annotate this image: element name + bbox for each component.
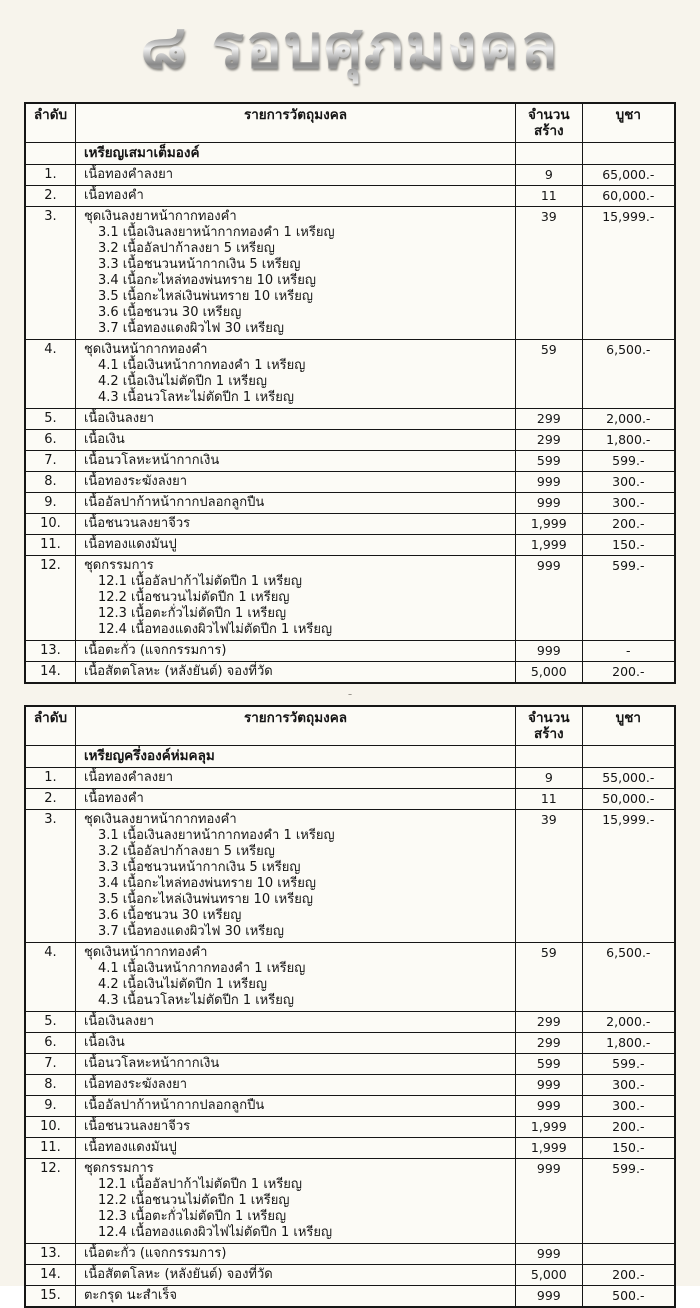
table-row: [25, 186, 675, 207]
item-cell: [75, 1159, 515, 1244]
table-row: [25, 514, 675, 535]
section-row: [25, 143, 675, 165]
price-column-header: บูชา: [582, 103, 675, 143]
section-price-cell: [582, 746, 675, 768]
row-number: 7.: [25, 1054, 75, 1075]
quantity-value: 5,000: [516, 662, 583, 684]
table-row: [25, 1138, 675, 1159]
item-name: เนื้อตะกั่ว (แจกกรรมการ): [83, 1246, 227, 1261]
quantity-value: 999: [516, 493, 583, 514]
item-name: ชุดกรรมการ: [83, 558, 154, 573]
quantity-value: 9: [516, 768, 583, 789]
item-cell: [75, 340, 515, 409]
item-sub-line: 3.2 เนื้ออัลปาก้าลงยา 5 เหรียญ: [97, 844, 275, 859]
item-sub-line: 3.7 เนื้อทองแดงผิวไฟ 30 เหรียญ: [97, 321, 284, 336]
section-title: [75, 143, 515, 165]
item-name: ชุดเงินหน้ากากทองคำ: [83, 342, 208, 357]
item-cell: [75, 556, 515, 641]
section-no-cell: [25, 746, 75, 768]
price-value: 65,000.-: [582, 165, 675, 186]
item-cell: [75, 1054, 515, 1075]
row-number: 3.: [25, 207, 75, 340]
table-row: [25, 430, 675, 451]
item-name: เนื้อนวโลหะหน้ากากเงิน: [83, 453, 220, 468]
item-name: ชุดเงินหน้ากากทองคำ: [83, 945, 208, 960]
quantity-value: 999: [516, 556, 583, 641]
quantity-value: 299: [516, 409, 583, 430]
row-number: 15.: [25, 1286, 75, 1308]
row-number: 4.: [25, 340, 75, 409]
row-number: 10.: [25, 1117, 75, 1138]
item-sub-line: 12.2 เนื้อชนวนไม่ตัดปีก 1 เหรียญ: [97, 1193, 290, 1208]
table-row: [25, 207, 675, 340]
quantity-value: 59: [516, 340, 583, 409]
price-value: 599.-: [582, 1159, 675, 1244]
price-value: 15,999.-: [582, 207, 675, 340]
table-row: [25, 340, 675, 409]
quantity-value: 11: [516, 186, 583, 207]
row-number: 11.: [25, 535, 75, 556]
quantity-value: 39: [516, 207, 583, 340]
item-cell: [75, 1075, 515, 1096]
item-sub-line: 12.1 เนื้ออัลปาก้าไม่ตัดปีก 1 เหรียญ: [97, 574, 303, 589]
table-row: [25, 789, 675, 810]
order-column-header: ลำดับ: [25, 706, 75, 746]
item-name: เนื้อชนวนลงยาจีวร: [83, 1119, 191, 1134]
item-name: เนื้อสัตตโลหะ (หลังยันต์) จองที่วัด: [83, 1267, 273, 1282]
item-sub-line: 4.2 เนื้อเงินไม่ตัดปีก 1 เหรียญ: [97, 977, 267, 992]
table-row: [25, 1117, 675, 1138]
items-column-header: รายการวัตถุมงคล: [75, 103, 515, 143]
item-cell: [75, 662, 515, 684]
item-sub-line: 4.3 เนื้อนวโลหะไม่ตัดปีก 1 เหรียญ: [97, 390, 294, 405]
row-number: 11.: [25, 1138, 75, 1159]
table-row: [25, 1265, 675, 1286]
items-table: [24, 705, 676, 1308]
item-sub-line: 12.4 เนื้อทองแดงผิวไฟไม่ตัดปีก 1 เหรียญ: [97, 622, 333, 637]
quantity-value: 1,999: [516, 514, 583, 535]
table-row: [25, 1159, 675, 1244]
quantity-value: 1,999: [516, 535, 583, 556]
row-number: 14.: [25, 662, 75, 684]
table-row: [25, 451, 675, 472]
item-name: เนื้อทองแดงมันปู: [83, 1140, 177, 1155]
table-row: [25, 1286, 675, 1308]
price-value: 55,000.-: [582, 768, 675, 789]
table-row: [25, 493, 675, 514]
item-name: เนื้อนวโลหะหน้ากากเงิน: [83, 1056, 220, 1071]
price-value: 150.-: [582, 535, 675, 556]
quantity-value: 999: [516, 641, 583, 662]
section-name-label: เหรียญครึ่งองค์ห่มคลุม: [83, 748, 215, 764]
quantity-value: 1,999: [516, 1138, 583, 1159]
item-cell: [75, 1096, 515, 1117]
item-name: เนื้อเงิน: [83, 432, 125, 447]
table-row: [25, 165, 675, 186]
order-column-header: ลำดับ: [25, 103, 75, 143]
item-sub-line: 3.1 เนื้อเงินลงยาหน้ากากทองคำ 1 เหรียญ: [97, 225, 335, 240]
price-value: 1,800.-: [582, 430, 675, 451]
section-price-cell: [582, 143, 675, 165]
quantity-value: 599: [516, 1054, 583, 1075]
price-value: 200.-: [582, 1265, 675, 1286]
item-sub-line: 3.4 เนื้อกะไหล่ทองพ่นทราย 10 เหรียญ: [97, 273, 316, 288]
item-name: เนื้ออัลปาก้าหน้ากากปลอกลูกปืน: [83, 1098, 265, 1113]
row-number: 8.: [25, 472, 75, 493]
item-name: ชุดกรรมการ: [83, 1161, 154, 1176]
price-value: 200.-: [582, 514, 675, 535]
item-cell: [75, 641, 515, 662]
table-row: [25, 810, 675, 943]
item-name: ชุดเงินลงยาหน้ากากทองคำ: [83, 209, 237, 224]
item-name: เนื้อชนวนลงยาจีวร: [83, 516, 191, 531]
table-row: [25, 1012, 675, 1033]
table-row: [25, 1033, 675, 1054]
quantity-value: 11: [516, 789, 583, 810]
row-number: 10.: [25, 514, 75, 535]
item-name: เนื้อเงินลงยา: [83, 411, 154, 426]
row-number: 9.: [25, 493, 75, 514]
quantity-value: 999: [516, 1096, 583, 1117]
section-row: [25, 746, 675, 768]
item-name: ชุดเงินลงยาหน้ากากทองคำ: [83, 812, 237, 827]
item-sub-line: 3.5 เนื้อกะไหล่เงินพ่นทราย 10 เหรียญ: [97, 289, 313, 304]
table-row: [25, 1075, 675, 1096]
item-name: เนื้อทองระฆังลงยา: [83, 474, 188, 489]
price-value: 15,999.-: [582, 810, 675, 943]
quantity-value: 5,000: [516, 1265, 583, 1286]
item-sub-line: 4.1 เนื้อเงินหน้ากากทองคำ 1 เหรียญ: [97, 961, 306, 976]
item-cell: [75, 514, 515, 535]
quantity-value: 59: [516, 943, 583, 1012]
item-name: เนื้อสัตตโลหะ (หลังยันต์) จองที่วัด: [83, 664, 273, 679]
row-number: 12.: [25, 556, 75, 641]
price-value: 50,000.-: [582, 789, 675, 810]
item-sub-line: 3.1 เนื้อเงินลงยาหน้ากากทองคำ 1 เหรียญ: [97, 828, 335, 843]
row-number: 13.: [25, 1244, 75, 1265]
price-value: -: [582, 641, 675, 662]
page-title: ๘ รอบศุภมงคล: [0, 8, 700, 86]
item-name: เนื้อทองคำ: [83, 791, 144, 806]
row-number: 9.: [25, 1096, 75, 1117]
item-sub-line: 3.3 เนื้อชนวนหน้ากากเงิน 5 เหรียญ: [97, 257, 301, 272]
item-name: เนื้ออัลปาก้าหน้ากากปลอกลูกปืน: [83, 495, 265, 510]
item-sub-line: 4.3 เนื้อนวโลหะไม่ตัดปีก 1 เหรียญ: [97, 993, 294, 1008]
quantity-value: 1,999: [516, 1117, 583, 1138]
price-value: 500.-: [582, 1286, 675, 1308]
section-name-label: เหรียญเสมาเต็มองค์: [83, 145, 200, 161]
price-value: 1,800.-: [582, 1033, 675, 1054]
price-value: 2,000.-: [582, 1012, 675, 1033]
price-value: 6,500.-: [582, 340, 675, 409]
quantity-value: 999: [516, 1075, 583, 1096]
table-row: [25, 535, 675, 556]
item-sub-line: 3.4 เนื้อกะไหล่ทองพ่นทราย 10 เหรียญ: [97, 876, 316, 891]
item-cell: [75, 535, 515, 556]
row-number: 5.: [25, 409, 75, 430]
table-row: [25, 556, 675, 641]
quantity-value: 39: [516, 810, 583, 943]
item-cell: [75, 430, 515, 451]
table-row: [25, 943, 675, 1012]
table-row: [25, 1244, 675, 1265]
table-row: [25, 409, 675, 430]
item-sub-line: 4.2 เนื้อเงินไม่ตัดปีก 1 เหรียญ: [97, 374, 267, 389]
item-cell: [75, 1138, 515, 1159]
item-name: เนื้อทองแดงมันปู: [83, 537, 177, 552]
item-name: เนื้อเงินลงยา: [83, 1014, 154, 1029]
item-sub-line: 3.2 เนื้ออัลปาก้าลงยา 5 เหรียญ: [97, 241, 275, 256]
item-sub-line: 4.1 เนื้อเงินหน้ากากทองคำ 1 เหรียญ: [97, 358, 306, 373]
section-no-cell: [25, 143, 75, 165]
table-row: [25, 641, 675, 662]
price-value: 300.-: [582, 493, 675, 514]
price-column-header: บูชา: [582, 706, 675, 746]
items-table: [24, 102, 676, 684]
row-number: 6.: [25, 430, 75, 451]
price-value: 150.-: [582, 1138, 675, 1159]
amulet-table-full-body: [24, 102, 676, 684]
item-sub-line: 12.3 เนื้อตะกั่วไม่ตัดปีก 1 เหรียญ: [97, 606, 287, 621]
amulet-table-half-body: [24, 705, 676, 1308]
item-name: เนื้อเงิน: [83, 1035, 125, 1050]
row-number: 4.: [25, 943, 75, 1012]
item-sub-line: 12.1 เนื้ออัลปาก้าไม่ตัดปีก 1 เหรียญ: [97, 1177, 303, 1192]
item-cell: [75, 1286, 515, 1308]
item-sub-line: 3.6 เนื้อชนวน 30 เหรียญ: [97, 305, 242, 320]
table-row: [25, 1054, 675, 1075]
item-name: เนื้อทองคำ: [83, 188, 144, 203]
item-sub-line: 3.7 เนื้อทองแดงผิวไฟ 30 เหรียญ: [97, 924, 284, 939]
item-sub-line: 12.4 เนื้อทองแดงผิวไฟไม่ตัดปีก 1 เหรียญ: [97, 1225, 333, 1240]
quantity-value: 999: [516, 1286, 583, 1308]
item-cell: [75, 207, 515, 340]
item-name: เนื้อทองคำลงยา: [83, 167, 174, 182]
item-cell: [75, 1244, 515, 1265]
price-value: 2,000.-: [582, 409, 675, 430]
row-number: 12.: [25, 1159, 75, 1244]
item-cell: [75, 1117, 515, 1138]
quantity-column-header: จำนวนสร้าง: [516, 706, 583, 746]
quantity-value: 999: [516, 1159, 583, 1244]
price-value: 6,500.-: [582, 943, 675, 1012]
item-cell: [75, 165, 515, 186]
price-value: 200.-: [582, 1117, 675, 1138]
price-value: 300.-: [582, 1096, 675, 1117]
row-number: 1.: [25, 165, 75, 186]
item-cell: [75, 472, 515, 493]
section-qty-cell: [516, 746, 583, 768]
row-number: 7.: [25, 451, 75, 472]
quantity-value: 599: [516, 451, 583, 472]
header-row: [25, 706, 675, 746]
row-number: 13.: [25, 641, 75, 662]
row-number: 6.: [25, 1033, 75, 1054]
item-name: ตะกรุด นะสำเร็จ: [83, 1288, 177, 1303]
quantity-value: 999: [516, 472, 583, 493]
quantity-value: 999: [516, 1244, 583, 1265]
item-name: เนื้อทองคำลงยา: [83, 770, 174, 785]
price-value: 599.-: [582, 556, 675, 641]
item-sub-line: 12.2 เนื้อชนวนไม่ตัดปีก 1 เหรียญ: [97, 590, 290, 605]
item-cell: [75, 409, 515, 430]
table-row: [25, 768, 675, 789]
item-cell: [75, 1033, 515, 1054]
price-value: 300.-: [582, 472, 675, 493]
item-cell: [75, 943, 515, 1012]
quantity-value: 299: [516, 430, 583, 451]
item-cell: [75, 1265, 515, 1286]
header-row: [25, 103, 675, 143]
quantity-value: 299: [516, 1033, 583, 1054]
item-name: เนื้อทองระฆังลงยา: [83, 1077, 188, 1092]
row-number: 8.: [25, 1075, 75, 1096]
item-sub-line: 12.3 เนื้อตะกั่วไม่ตัดปีก 1 เหรียญ: [97, 1209, 287, 1224]
price-value: [582, 1244, 675, 1265]
item-cell: [75, 451, 515, 472]
item-cell: [75, 186, 515, 207]
row-number: 1.: [25, 768, 75, 789]
row-number: 2.: [25, 789, 75, 810]
quantity-value: 9: [516, 165, 583, 186]
section-title: [75, 746, 515, 768]
row-number: 5.: [25, 1012, 75, 1033]
item-name: เนื้อตะกั่ว (แจกกรรมการ): [83, 643, 227, 658]
table-row: [25, 472, 675, 493]
price-value: 300.-: [582, 1075, 675, 1096]
quantity-column-header: จำนวนสร้าง: [516, 103, 583, 143]
row-number: 2.: [25, 186, 75, 207]
item-sub-line: 3.6 เนื้อชนวน 30 เหรียญ: [97, 908, 242, 923]
items-column-header: รายการวัตถุมงคล: [75, 706, 515, 746]
price-value: 599.-: [582, 451, 675, 472]
item-sub-line: 3.3 เนื้อชนวนหน้ากากเงิน 5 เหรียญ: [97, 860, 301, 875]
price-value: 60,000.-: [582, 186, 675, 207]
item-cell: [75, 789, 515, 810]
table-row: [25, 662, 675, 684]
section-qty-cell: [516, 143, 583, 165]
table-row: [25, 1096, 675, 1117]
row-number: 3.: [25, 810, 75, 943]
quantity-value: 299: [516, 1012, 583, 1033]
item-cell: [75, 1012, 515, 1033]
item-cell: [75, 493, 515, 514]
price-value: 200.-: [582, 662, 675, 684]
price-value: 599.-: [582, 1054, 675, 1075]
item-cell: [75, 810, 515, 943]
item-sub-line: 3.5 เนื้อกะไหล่เงินพ่นทราย 10 เหรียญ: [97, 892, 313, 907]
item-cell: [75, 768, 515, 789]
row-number: 14.: [25, 1265, 75, 1286]
table-divider: -: [347, 687, 353, 701]
